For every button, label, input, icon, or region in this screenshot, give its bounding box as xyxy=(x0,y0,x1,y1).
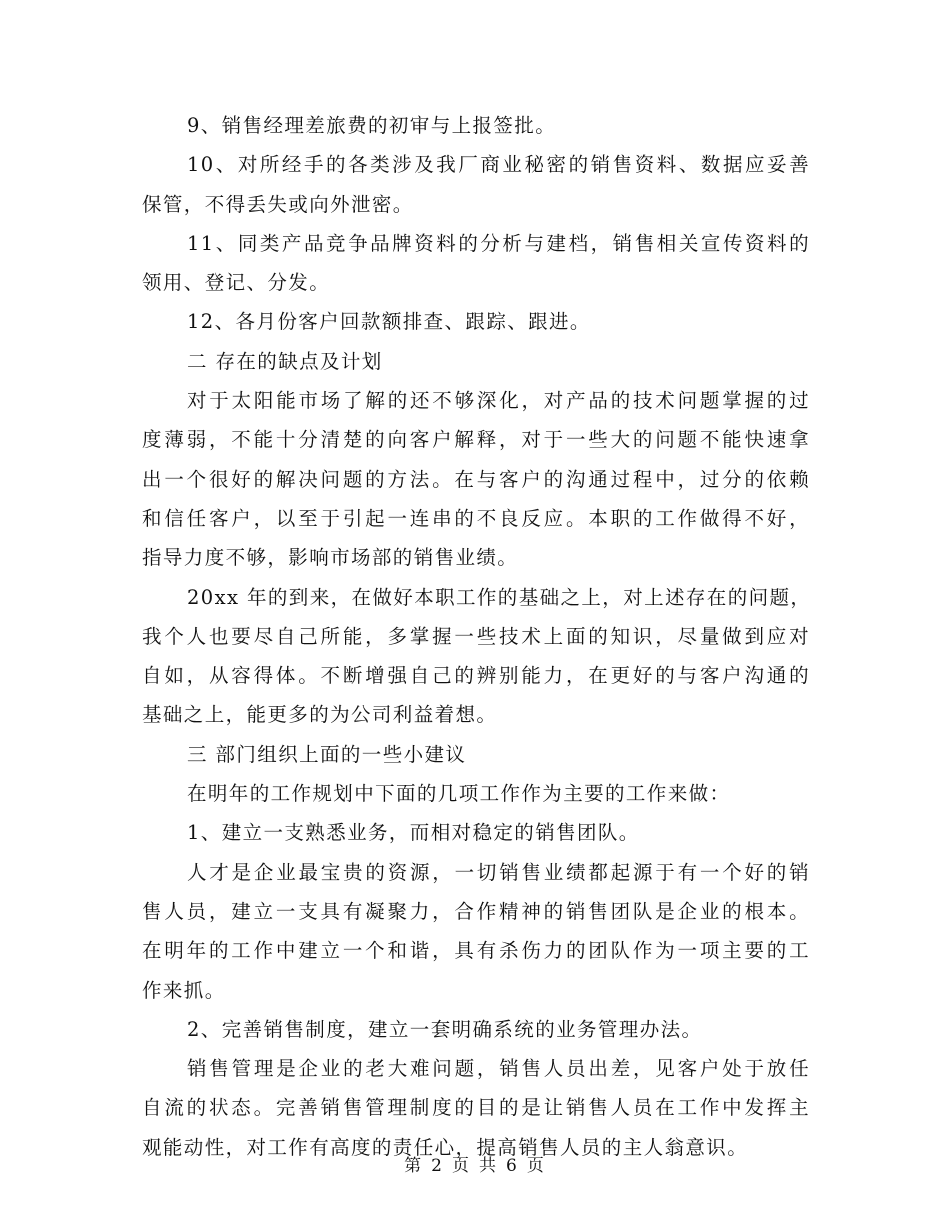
total-pages-number: 6 xyxy=(506,1156,519,1176)
paragraph-line: 20xx 年的到来，在做好本职工作的基础之上，对上述存在的问题， xyxy=(187,585,812,609)
paragraph-line: 度薄弱，不能十分清楚的向客户解释，对于一些大的问题不能快速拿 xyxy=(142,428,810,452)
paragraph-line: 售人员，建立一支具有凝聚力，合作精神的销售团队是企业的根本。 xyxy=(142,899,810,923)
paragraph-line: 基础之上，能更多的为公司利益着想。 xyxy=(142,703,498,727)
paragraph-line: 保管，不得丢失或向外泄密。 xyxy=(142,192,414,216)
page-footer xyxy=(0,1151,950,1176)
paragraph-line: 出一个很好的解决问题的方法。在与客户的沟通过程中，过分的依赖 xyxy=(142,467,810,491)
footer-page-word: 页 xyxy=(452,1156,471,1176)
paragraph-line: 11、同类产品竞争品牌资料的分析与建档，销售相关宣传资料的 xyxy=(187,231,810,255)
paragraph-line: 自如，从容得体。不断增强自己的辨别能力，在更好的与客户沟通的 xyxy=(142,664,810,688)
paragraph-line: 观能动性，对工作有高度的责任心，提高销售人员的主人翁意识。 xyxy=(142,1135,749,1159)
paragraph-line: 人才是企业最宝贵的资源，一切销售业绩都起源于有一个好的销 xyxy=(187,860,810,884)
footer-suffix: 页 xyxy=(526,1156,546,1176)
paragraph-line: 在明年的工作规划中下面的几项工作作为主要的工作来做： xyxy=(187,782,731,806)
list-item-heading: 1、建立一支熟悉业务，而相对稳定的销售团队。 xyxy=(187,821,640,845)
paragraph-line: 对于太阳能市场了解的还不够深化，对产品的技术问题掌握的过 xyxy=(187,389,810,413)
paragraph-line: 10、对所经手的各类涉及我厂商业秘密的销售资料、数据应妥善 xyxy=(187,153,810,177)
document-body xyxy=(142,106,810,1167)
paragraph-line: 和信任客户，以至于引起一连串的不良反应。本职的工作做得不好， xyxy=(142,506,810,530)
paragraph-line: 销售管理是企业的老大难问题，销售人员出差，见客户处于放任 xyxy=(187,1057,810,1081)
paragraph-line: 领用、登记、分发。 xyxy=(142,271,331,295)
paragraph-line: 我个人也要尽自己所能，多掌握一些技术上面的知识，尽量做到应对 xyxy=(142,624,810,648)
paragraph-line: 12、各月份客户回款额排查、跟踪、跟进。 xyxy=(187,310,591,334)
section-heading: 三 部门组织上面的一些小建议 xyxy=(187,742,467,766)
paragraph-line: 作来抓。 xyxy=(142,978,226,1002)
section-heading: 二 存在的缺点及计划 xyxy=(187,349,383,373)
current-page-number: 2 xyxy=(431,1156,444,1176)
paragraph-line: 9、销售经理差旅费的初审与上报签批。 xyxy=(187,114,557,137)
paragraph-line: 自流的状态。完善销售管理制度的目的是让销售人员在工作中发挥主 xyxy=(142,1096,810,1120)
paragraph-line: 指导力度不够，影响市场部的销售业绩。 xyxy=(142,546,519,570)
paragraph-line: 在明年的工作中建立一个和谐，具有杀伤力的团队作为一项主要的工 xyxy=(142,939,810,963)
footer-prefix: 第 xyxy=(404,1156,424,1176)
list-item-heading: 2、完善销售制度，建立一套明确系统的业务管理办法。 xyxy=(187,1017,703,1041)
footer-total-word: 共 xyxy=(479,1156,498,1176)
